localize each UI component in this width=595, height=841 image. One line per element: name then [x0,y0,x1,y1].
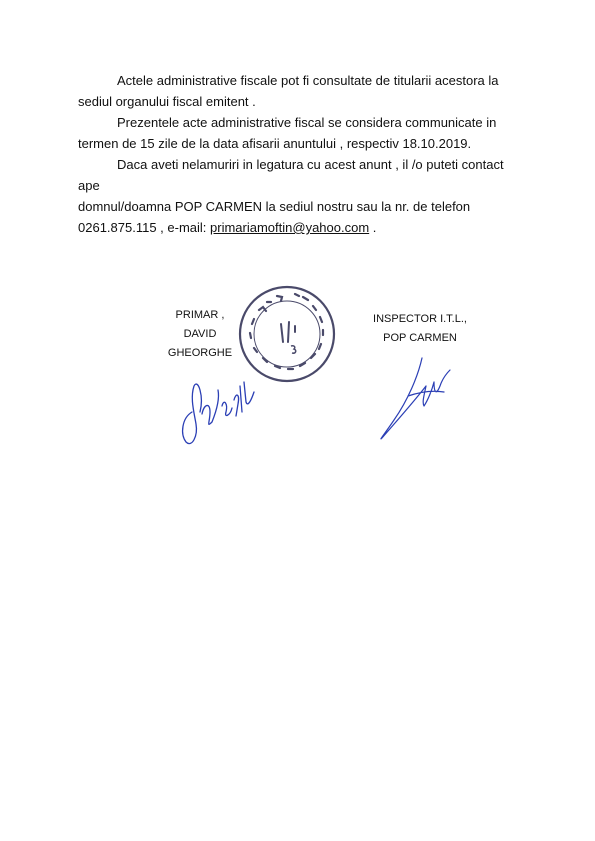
paragraph-line: . [369,220,377,235]
paragraph-line: termen de 15 zile de la data afisarii anuntului , respectiv 18.10.2019. [78,136,472,151]
mayor-name: DAVID GHEORGHE [167,328,233,359]
mayor-signatory [150,306,250,363]
paragraph-line: Actele administrative fiscale pot fi consultate de titularii acestora la [117,73,499,88]
mayor-signature [170,372,265,450]
official-stamp [237,284,337,384]
paragraph-contact-info [78,154,518,238]
inspector-signature [372,352,462,447]
inspector-name: POP CARMEN [383,332,457,344]
paragraph-line: 0261.875.115 , e-mail: [78,220,211,235]
paragraph-line: Daca aveti nelamuriri in legatura cu acest anunt , il /o puteti contact ape [78,157,504,193]
email-link[interactable]: primariamoftin@yahoo.com [210,220,370,235]
inspector-title: INSPECTOR I.T.L., [373,313,467,325]
paragraph-communication-term [78,112,518,154]
inspector-signatory [370,310,470,348]
mayor-title: PRIMAR , [175,309,225,321]
paragraph-line: Prezentele acte administrative fiscal se considera communicate in [117,115,497,130]
paragraph-documents-consultation [78,70,518,112]
paragraph-line: sediul organului fiscal emitent . [78,94,256,109]
paragraph-line: domnul/doamna POP CARMEN la sediul nostru sau la nr. de telefon [78,199,471,214]
